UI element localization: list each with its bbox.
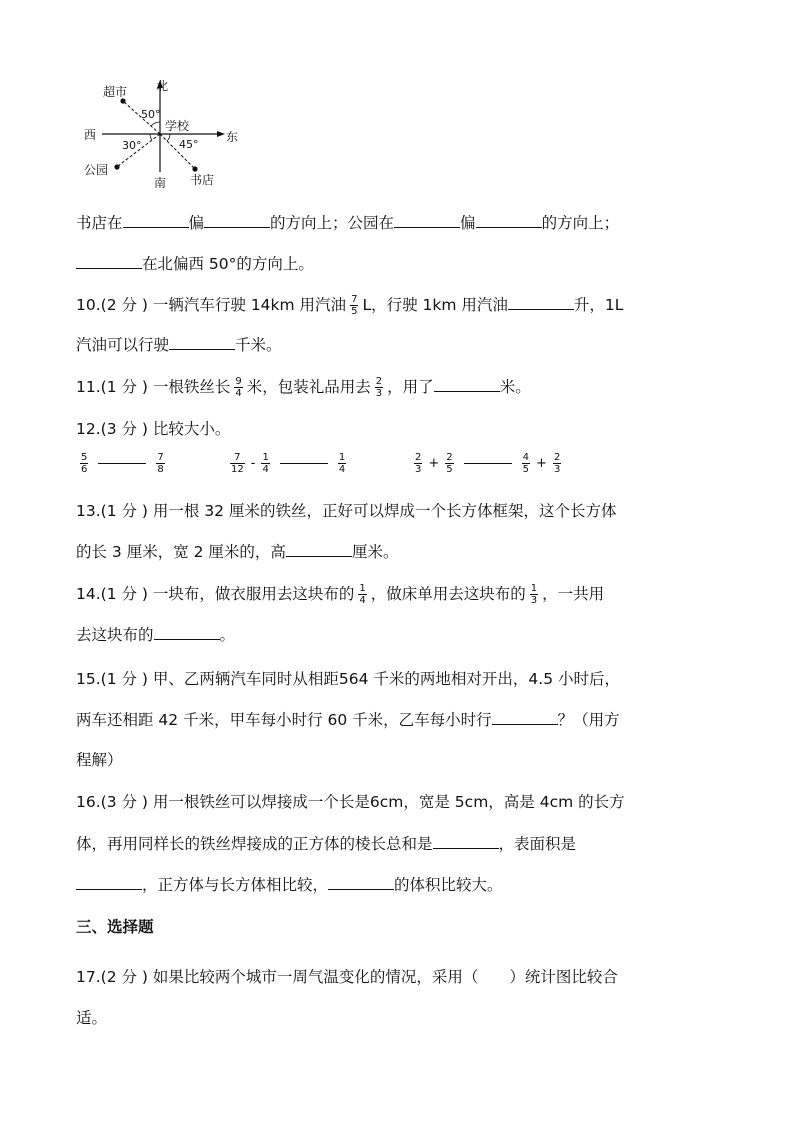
answer-blank[interactable]	[433, 834, 499, 849]
q16-line2: 体，再用同样长的铁丝焊接成的正方体的棱长总和是 ，表面积是	[76, 835, 577, 853]
answer-blank[interactable]	[76, 875, 142, 890]
fraction: $\frac{7}{8}$	[157, 452, 164, 475]
q9-line1: 书店在 偏 的方向上；公园在 偏 的方向上；	[76, 214, 620, 232]
q15-line3: 程解）	[76, 751, 123, 769]
q13-line2: 的长 3 厘米，宽 2 厘米的，高 厘米。	[76, 543, 399, 561]
q10-line1: 10.(2 分 ) 一辆汽车行驶 14km 用汽油 $\frac{7}{5}$ L，行驶 1km 用汽油 升，1L	[76, 294, 624, 317]
answer-blank[interactable]	[123, 213, 189, 228]
compass-diagram	[80, 74, 240, 194]
compare-blank[interactable]	[280, 463, 328, 464]
label-east: 东	[226, 130, 239, 144]
label-south: 南	[154, 176, 167, 190]
label-angle-30: 30°	[122, 139, 142, 152]
q17-line1: 17.(2 分 ) 如果比较两个城市一周气温变化的情况，采用（ ）统计图比较合	[76, 968, 618, 986]
label-park: 公园	[84, 163, 109, 177]
fraction: $\frac{2}{3}$	[553, 452, 561, 475]
answer-blank[interactable]	[492, 710, 558, 725]
q17-line2: 适。	[76, 1009, 108, 1027]
answer-blank[interactable]	[204, 213, 270, 228]
fraction: $\frac{9}{4}$	[235, 376, 242, 399]
answer-blank[interactable]	[434, 377, 500, 392]
supermarket-point	[120, 98, 125, 103]
fraction: $\frac{1}{4}$	[359, 583, 366, 606]
fraction: $\frac{2}{3}$	[375, 376, 383, 399]
bookstore-point	[192, 166, 197, 171]
fraction: $\frac{5}{6}$	[81, 452, 88, 475]
east-arrow-icon	[217, 131, 225, 137]
label-angle-45: 45°	[179, 138, 199, 151]
label-supermarket: 超市	[103, 85, 128, 99]
label-north: 北	[156, 79, 169, 93]
q16-line1: 16.(3 分 ) 用一根铁丝可以焊接成一个长是6cm，宽是 5cm，高是 4cm 的长方	[76, 793, 625, 811]
angle-arc-se	[167, 134, 170, 141]
label-bookstore: 书店	[190, 173, 215, 187]
compare-item-2: $\frac{7}{12}$ - $\frac{1}{4}$ $\frac{1}{4}$	[231, 452, 346, 475]
compare-item-1	[76, 452, 169, 475]
answer-blank[interactable]	[154, 625, 220, 640]
answer-blank[interactable]	[76, 254, 142, 269]
q13-line1: 13.(1 分 ) 用一根 32 厘米的铁丝，正好可以焊成一个长方体框架，这个长方体	[76, 502, 617, 520]
fraction: $\frac{7}{12}$	[231, 452, 244, 475]
fraction: $\frac{1}{4}$	[262, 452, 269, 475]
fraction: $\frac{1}{4}$	[338, 452, 346, 475]
compare-blank[interactable]	[98, 463, 146, 464]
label-west: 西	[84, 128, 97, 142]
answer-blank[interactable]	[286, 542, 352, 557]
q11-line1: 11.(1 分 ) 一根铁丝长 $\frac{9}{4}$ 米，包装礼品用去 $\frac{2}{3}$ ，用了 米。	[76, 376, 531, 399]
fraction: $\frac{4}{5}$	[522, 452, 530, 475]
fraction: $\frac{2}{3}$	[415, 452, 422, 475]
section-title: 三、选择题	[76, 918, 154, 936]
q16-line3: ，正方体与长方体相比较， 的体积比较大。	[76, 874, 503, 896]
fraction: $\frac{2}{5}$	[446, 452, 453, 475]
label-school: 学校	[165, 119, 190, 133]
q12-line1: 12.(3 分 ) 比较大小。	[76, 420, 231, 438]
answer-blank[interactable]	[169, 335, 235, 350]
compare-item-3: $\frac{2}{3}$ + $\frac{2}{5}$ $\frac{4}{5}$ + $\frac{2}{3}$	[415, 452, 561, 475]
angle-arc-nw	[151, 122, 160, 126]
q14-line2: 去这块布的 。	[76, 626, 236, 644]
compare-blank[interactable]	[464, 463, 512, 464]
angle-arc-sw	[150, 134, 152, 140]
label-angle-50: 50°	[141, 108, 161, 121]
answer-blank[interactable]	[508, 295, 574, 310]
q14-line1: 14.(1 分 ) 一块布，做衣服用去这块布的 $\frac{1}{4}$ ，做床单用去这块布的 $\frac{1}{3}$ ，一共用	[76, 583, 605, 606]
fraction: $\frac{7}{5}$	[351, 294, 358, 317]
q15-line1: 15.(1 分 ) 甲、乙两辆汽车同时从相距564 千米的两地相对开出，4.5 小时后，	[76, 670, 620, 688]
answer-blank[interactable]	[394, 213, 460, 228]
fraction: $\frac{1}{3}$	[530, 583, 538, 606]
q9-line2: 在北偏西 50°的方向上。	[76, 253, 314, 275]
q15-line2: 两车还相距 42 千米，甲车每小时行 60 千米，乙车每小时行 ？（用方	[76, 711, 620, 729]
answer-blank[interactable]	[476, 213, 542, 228]
answer-blank[interactable]	[328, 875, 394, 890]
q10-line2: 汽油可以行驶 千米。	[76, 336, 282, 354]
park-point	[114, 164, 119, 169]
